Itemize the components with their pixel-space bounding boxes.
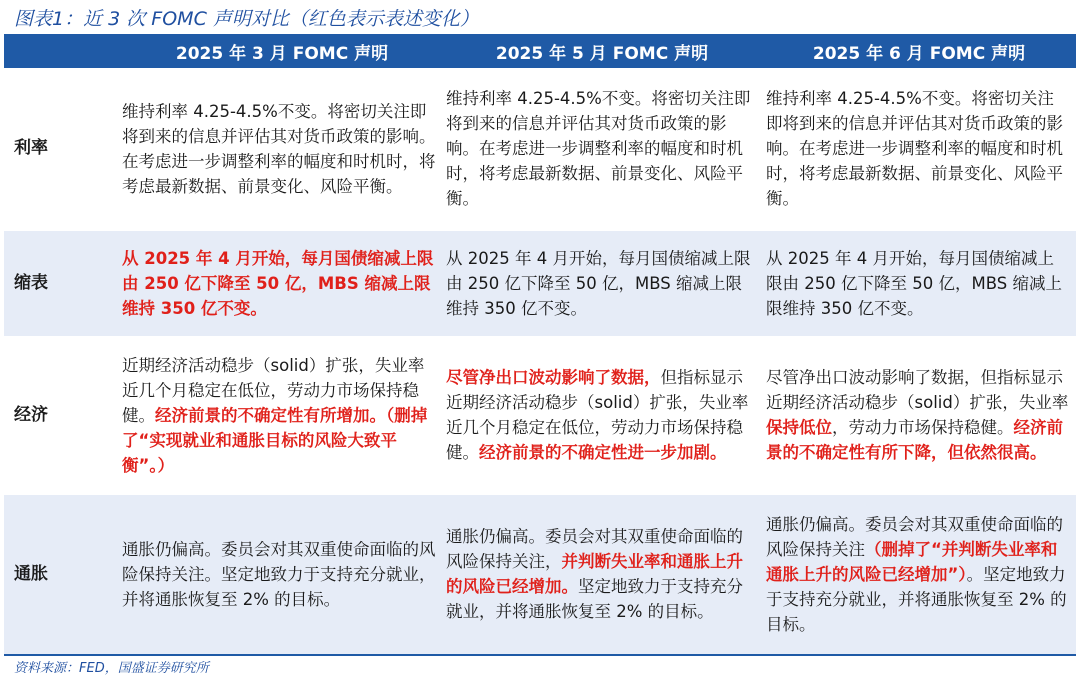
cell-balance-march	[122, 230, 442, 336]
header-corner	[4, 34, 122, 68]
row-balance-sheet	[4, 230, 1076, 336]
row-label-inflation: 通胀	[4, 494, 122, 654]
cell-rate-june	[762, 68, 1076, 230]
cell-inflation-march	[122, 494, 442, 654]
cell-economy-may	[442, 336, 762, 494]
cell-text: 但指标显示近期经济活动稳步（solid）扩张，失业率近几个月稳定在低位，劳动力市场保持稳健。	[446, 368, 749, 462]
cell-text: 通胀仍偏高。委员会对其双重使命面临的风险保持关注。坚定地致力于支持充分就业，并将通胀恢复至 2% 的目标。	[122, 539, 436, 609]
cell-text: 从 2025 年 4 月开始，每月国债缩减上限由 250 亿下降至 50 亿，MBS 缩减上限维持 350 亿不变。	[446, 248, 751, 318]
row-inflation	[4, 494, 1076, 654]
changed-text: （删掉了“并判断失业率和通胀上升的风险已经增加”）	[766, 539, 1058, 584]
changed-text: 经济前景的不确定性有所增加。（删掉了“实现就业和通胀目标的风险大致平衡”。）	[122, 405, 428, 475]
cell-text: 通胀仍偏高。委员会对其双重使命面临的风险保持关注，	[446, 527, 743, 571]
cell-balance-june	[762, 230, 1076, 336]
cell-text: 坚定地致力于支持充分就业，并将通胀恢复至 2% 的目标。	[446, 577, 743, 621]
cell-text: 近期经济活动稳步（solid）扩张，失业率近几个月稳定在低位，劳动力市场保持稳健。	[122, 355, 425, 425]
cell-inflation-june	[762, 494, 1076, 654]
header-may: 2025 年 5 月 FOMC 声明	[442, 34, 762, 68]
row-rate	[4, 68, 1076, 230]
cell-text: 通胀仍偏高。委员会对其双重使命面临的风险保持关注	[766, 514, 1063, 559]
changed-text: 并判断失业率和通胀上升的风险已经增加。	[446, 552, 743, 596]
cell-rate-may	[442, 68, 762, 230]
cell-text: 。坚定地致力于支持充分就业，并将通胀恢复至 2% 的目标。	[766, 564, 1067, 634]
cell-inflation-may	[442, 494, 762, 654]
changed-text: 保持低位	[766, 418, 832, 437]
changed-text: 尽管净出口波动影响了数据，	[446, 368, 661, 387]
cell-text: 尽管净出口波动影响了数据，但指标显示近期经济活动稳步（solid）扩张，失业率	[766, 368, 1069, 412]
cell-rate-march	[122, 68, 442, 230]
figure-title: 图表1：近 3 次 FOMC 声明对比（红色表示表述变化）	[14, 8, 479, 30]
fomc-comparison-table	[4, 34, 1076, 655]
cell-text: 维持利率 4.25-4.5%不变。将密切关注即将到来的信息并评估其对货币政策的影响。在考虑进一步调整利率的幅度和时机时，将考虑最新数据、前景变化、风险平衡。	[766, 89, 1063, 209]
cell-text: ，劳动力市场保持稳健。	[832, 418, 1014, 437]
row-label-economy: 经济	[4, 336, 122, 494]
table-bottom-rule	[4, 654, 1076, 656]
changed-text: 从 2025 年 4 月开始，每月国债缩减上限由 250 亿下降至 50 亿，MBS 缩减上限维持 350 亿不变。	[122, 248, 434, 318]
row-economy	[4, 336, 1076, 494]
row-label-balance-sheet: 缩表	[4, 230, 122, 336]
changed-text: 经济前景的不确定性有所下降，但依然很高。	[766, 418, 1063, 462]
cell-economy-june	[762, 336, 1076, 494]
header-march: 2025 年 3 月 FOMC 声明	[122, 34, 442, 68]
cell-economy-march	[122, 336, 442, 494]
cell-balance-may	[442, 230, 762, 336]
table-header-row	[4, 34, 1076, 68]
row-label-rate: 利率	[4, 68, 122, 230]
cell-text: 从 2025 年 4 月开始，每月国债缩减上限由 250 亿下降至 50 亿，MBS 缩减上限维持 350 亿不变。	[766, 248, 1062, 318]
changed-text: 经济前景的不确定性进一步加剧。	[479, 443, 727, 462]
source-note: 资料来源：FED，国盛证券研究所	[14, 661, 209, 676]
cell-text: 维持利率 4.25-4.5%不变。将密切关注即将到来的信息并评估其对货币政策的影响。在考虑进一步调整利率的幅度和时机时，将考虑最新数据、前景变化、风险平衡。	[446, 89, 751, 209]
cell-text: 维持利率 4.25-4.5%不变。将密切关注即将到来的信息并评估其对货币政策的影响。在考虑进一步调整利率的幅度和时机时，将考虑最新数据、前景变化、风险平衡。	[122, 101, 436, 196]
header-june: 2025 年 6 月 FOMC 声明	[762, 34, 1076, 68]
